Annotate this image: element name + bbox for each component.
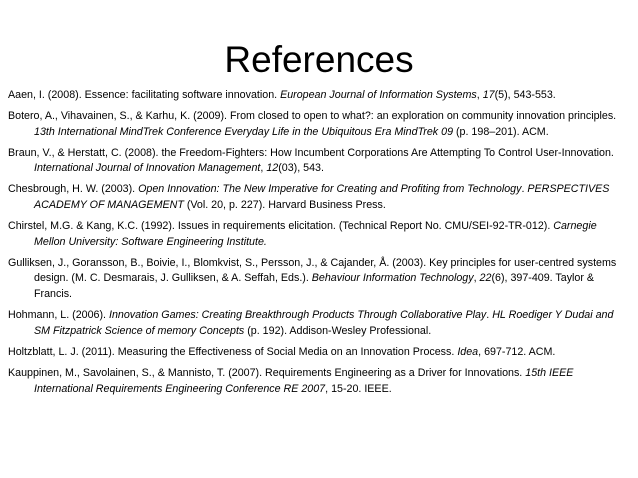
reference-source: European Journal of Information Systems (280, 89, 477, 101)
page-title: References (224, 39, 414, 80)
reference-source: International Journal of Innovation Management (34, 162, 261, 175)
reference-text: Kauppinen, M., Savolainen, S., & Mannisto, T. (2007). Requirements Engineering as a Driver for Innovations. (8, 366, 526, 379)
reference-item (8, 308, 630, 339)
reference-text: Braun, V., & Herstatt, C. (2008). the Freedom-Fighters: How Incumbent Corporations Are Attempting To Control User-Innovation. (8, 146, 614, 159)
reference-list (8, 88, 630, 403)
reference-volume: 22 (479, 272, 492, 285)
reference-text: , 15-20. IEEE. (325, 382, 392, 395)
reference-text: (Vol. 20, p. 227). Harvard Business Press. (183, 199, 386, 212)
reference-source: Behaviour Information Technology (311, 272, 474, 285)
reference-text: Gulliksen, J., Goransson, B., Boivie, I., Blomkvist, S., Persson, J., & Cajander, Å. (2003). Key principles for user-centred systems design. (M. C. Desmarais, J. Gulliksen, & A. Seffah, Eds.). (8, 256, 617, 285)
reference-text: (03), 543. (278, 162, 324, 175)
reference-text: (p. 192). Addison-Wesley Professional. (244, 324, 432, 337)
reference-item (8, 256, 630, 303)
reference-text: Chesbrough, H. W. (2003). (8, 183, 139, 196)
reference-text: . (521, 183, 528, 196)
reference-text: (5), 543-553. (494, 89, 556, 101)
reference-source: Innovation Games: Creating Breakthrough Products Through Collaborative Play (109, 309, 487, 322)
reference-source: 13th International MindTrek Conference Everyday Life in the Ubiquitous Era MindTrek 09 (34, 125, 454, 138)
reference-text: Botero, A., Vihavainen, S., & Karhu, K. (2009). From closed to open to what?: an exploration on community innovation principles. (8, 110, 617, 123)
reference-text: Hohmann, L. (2006). (8, 309, 109, 322)
reference-volume: 17 (482, 89, 495, 101)
reference-source: PERSPECTIVES ACADEMY OF MANAGEMENT (34, 183, 610, 212)
reference-source: 15th IEEE International Requirements Engineering Conference RE 2007 (34, 366, 574, 395)
reference-item (8, 345, 630, 361)
reference-text: , (260, 162, 267, 175)
reference-text: Aaen, I. (2008). Essence: facilitating software innovation. (8, 89, 281, 101)
reference-source: Open Innovation: The New Imperative for Creating and Profiting from Technology (138, 183, 522, 196)
reference-item (8, 219, 630, 250)
reference-text: Chirstel, M.G. & Kang, K.C. (1992). Issues in requirements elicitation. (Technical Report No. CMU/SEI-92-TR-012). (8, 220, 554, 233)
reference-item (8, 182, 630, 213)
reference-item (8, 88, 630, 104)
reference-item (8, 366, 630, 397)
reference-source: HL Roediger Y Dudai and SM Fitzpatrick Science of memory Concepts (34, 309, 614, 337)
reference-text: , (476, 89, 483, 101)
reference-text: , (473, 272, 480, 285)
reference-text: Holtzblatt, L. J. (2011). Measuring the Effectiveness of Social Media on an Innovation Process. (8, 345, 458, 358)
reference-text: , 697-712. ACM. (478, 345, 556, 358)
reference-item (8, 109, 630, 140)
reference-source: Carnegie Mellon University: Software Engineering Institute. (34, 220, 597, 248)
reference-item (8, 146, 630, 177)
reference-text: (6), 397-409. Taylor & Francis. (34, 272, 595, 301)
reference-volume: 12 (266, 162, 279, 175)
reference-source: Idea (457, 345, 479, 358)
reference-text: . (486, 309, 493, 322)
reference-text: (p. 198–201). ACM. (453, 125, 549, 138)
